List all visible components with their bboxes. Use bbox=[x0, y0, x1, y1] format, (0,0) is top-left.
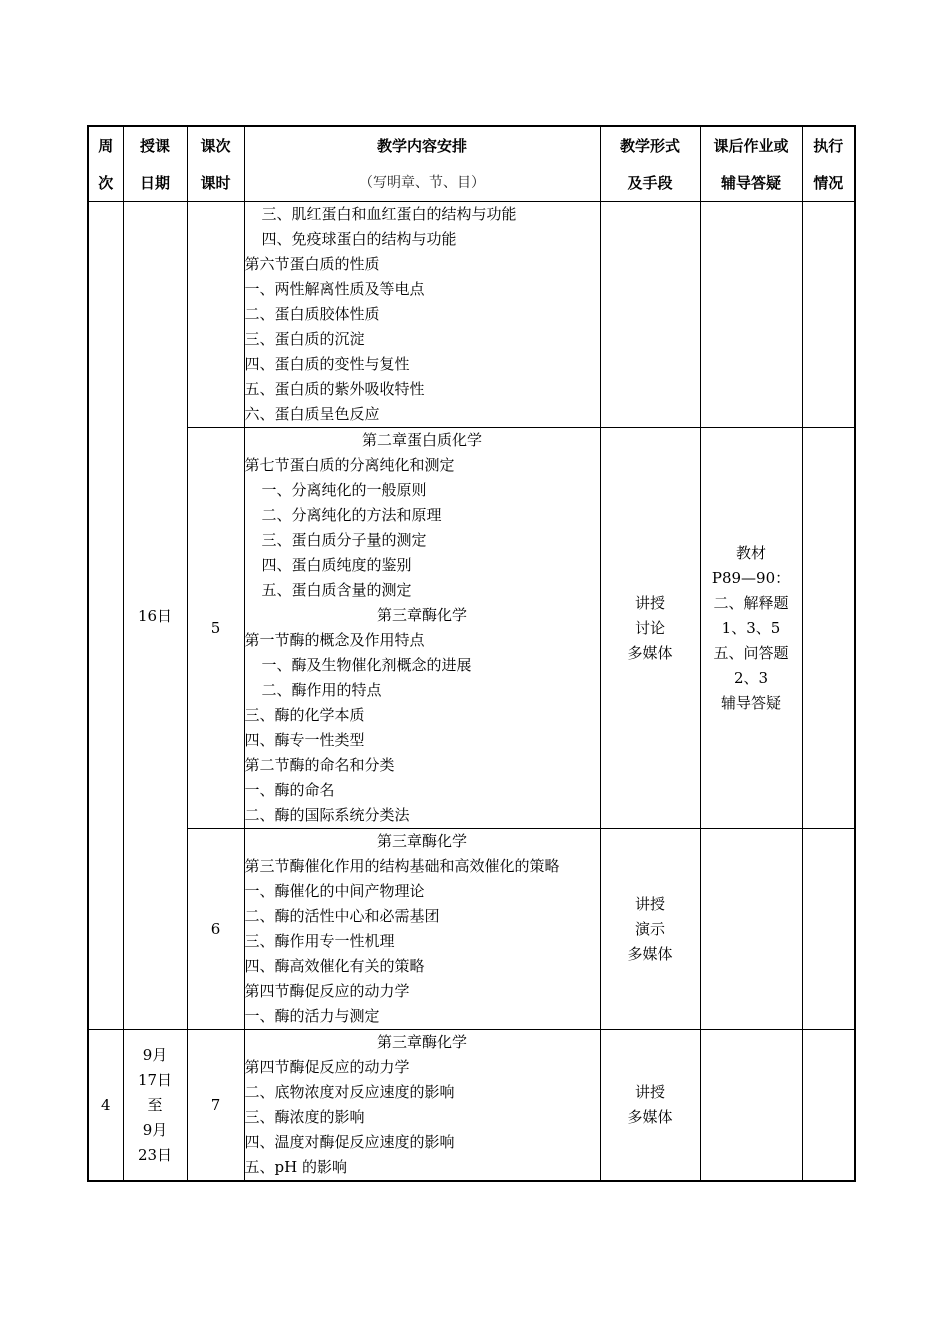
date-line: 9月 bbox=[142, 1120, 168, 1139]
teaching-schedule-table bbox=[87, 125, 856, 1182]
content-line: 五、蛋白质含量的测定 bbox=[261, 581, 412, 599]
week-value: 4 bbox=[100, 1095, 111, 1114]
content-line: 四、免疫球蛋白的结构与功能 bbox=[261, 230, 457, 248]
content-line: 三、酶作用专一性机理 bbox=[244, 932, 395, 950]
header-week-line1: 周 bbox=[98, 136, 114, 155]
method-cell-empty bbox=[600, 202, 700, 428]
homework-line: 二、解释题 bbox=[713, 593, 789, 612]
content-line: 四、温度对酶促反应速度的影响 bbox=[244, 1133, 455, 1151]
content-line: 四、酶专一性类型 bbox=[244, 731, 365, 749]
chapter-title: 第三章酶化学 bbox=[376, 832, 467, 850]
exec-cell-empty bbox=[802, 428, 855, 829]
method-line: 多媒体 bbox=[627, 944, 673, 963]
header-method-line2: 及手段 bbox=[627, 173, 673, 192]
header-lesson bbox=[187, 126, 244, 202]
content-line: 三、酶浓度的影响 bbox=[244, 1108, 365, 1126]
date-value: 16日 bbox=[137, 607, 173, 625]
table-row bbox=[88, 829, 855, 1030]
content-line: 第二节酶的命名和分类 bbox=[244, 756, 395, 774]
content-line: 二、底物浓度对反应速度的影响 bbox=[244, 1083, 455, 1101]
homework-line: P89—90： bbox=[711, 568, 791, 587]
lesson-cell bbox=[187, 428, 244, 829]
header-homework bbox=[700, 126, 802, 202]
lesson-cell bbox=[187, 1030, 244, 1182]
homework-line: 教材 bbox=[735, 543, 766, 562]
content-line: 二、酶的国际系统分类法 bbox=[244, 806, 410, 824]
lesson-cell-empty bbox=[187, 202, 244, 428]
date-line: 至 bbox=[147, 1095, 163, 1114]
content-line: 第四节酶促反应的动力学 bbox=[244, 982, 410, 1000]
chapter-title: 第三章酶化学 bbox=[376, 1033, 467, 1051]
table-header-row bbox=[88, 126, 855, 202]
method-line: 多媒体 bbox=[627, 643, 673, 662]
header-date-line2: 日期 bbox=[139, 173, 170, 192]
method-line: 讲授 bbox=[634, 1083, 665, 1101]
content-line: 第一节酶的概念及作用特点 bbox=[244, 631, 425, 649]
exec-cell-empty bbox=[802, 829, 855, 1030]
homework-line: 2、3 bbox=[733, 668, 769, 687]
date-line: 9月 bbox=[142, 1045, 168, 1064]
content-cell bbox=[244, 428, 600, 829]
method-line: 多媒体 bbox=[627, 1108, 673, 1126]
chapter-title: 第二章蛋白质化学 bbox=[361, 431, 482, 449]
method-cell bbox=[600, 1030, 700, 1182]
exec-cell-empty bbox=[802, 1030, 855, 1182]
exec-cell-empty bbox=[802, 202, 855, 428]
homework-cell-empty bbox=[700, 1030, 802, 1182]
week-cell-empty bbox=[88, 202, 123, 1030]
content-line: 二、酶作用的特点 bbox=[261, 681, 382, 699]
date-cell bbox=[123, 202, 187, 1030]
table-row bbox=[88, 1030, 855, 1182]
content-line: 一、两性解离性质及等电点 bbox=[244, 280, 425, 298]
header-homework-line1: 课后作业或 bbox=[713, 136, 789, 155]
lesson-value: 5 bbox=[210, 619, 221, 637]
content-line: 四、蛋白质纯度的鉴别 bbox=[261, 556, 412, 574]
header-method-line1: 教学形式 bbox=[619, 136, 680, 155]
content-line: 三、蛋白质的沉淀 bbox=[244, 330, 365, 348]
lesson-cell bbox=[187, 829, 244, 1030]
method-line: 讲授 bbox=[634, 593, 665, 612]
week-cell bbox=[88, 1030, 123, 1182]
header-lesson-line2: 课时 bbox=[200, 173, 231, 192]
date-line: 17日 bbox=[137, 1070, 173, 1089]
header-date bbox=[123, 126, 187, 202]
content-line: 一、分离纯化的一般原则 bbox=[261, 481, 427, 499]
header-week bbox=[88, 126, 123, 202]
header-date-line1: 授课 bbox=[139, 136, 170, 155]
content-line: 一、酶的命名 bbox=[244, 781, 335, 799]
header-content bbox=[244, 126, 600, 202]
header-content-title: 教学内容安排 bbox=[376, 136, 467, 155]
method-line: 演示 bbox=[634, 919, 665, 938]
date-cell bbox=[123, 1030, 187, 1182]
content-line: 一、酶催化的中间产物理论 bbox=[244, 882, 425, 900]
content-cell bbox=[244, 202, 600, 428]
header-homework-line2: 辅导答疑 bbox=[720, 173, 781, 192]
homework-line: 1、3、5 bbox=[721, 618, 781, 637]
homework-cell bbox=[700, 428, 802, 829]
content-line: 二、酶的活性中心和必需基团 bbox=[244, 907, 440, 925]
homework-cell-empty bbox=[700, 202, 802, 428]
content-line: 第三节酶催化作用的结构基础和高效催化的策略 bbox=[244, 857, 560, 875]
method-cell bbox=[600, 829, 700, 1030]
method-line: 讨论 bbox=[634, 618, 665, 637]
content-line: 五、蛋白质的紫外吸收特性 bbox=[244, 380, 425, 398]
content-line: 第七节蛋白质的分离纯化和测定 bbox=[244, 456, 455, 474]
content-line: 二、分离纯化的方法和原理 bbox=[261, 506, 442, 524]
content-line: 一、酶及生物催化剂概念的进展 bbox=[261, 656, 472, 674]
content-cell bbox=[244, 1030, 600, 1182]
content-line: 第四节酶促反应的动力学 bbox=[244, 1058, 410, 1076]
header-exec-line1: 执行 bbox=[813, 136, 844, 155]
date-line: 23日 bbox=[137, 1145, 173, 1164]
chapter-title: 第三章酶化学 bbox=[376, 606, 467, 624]
content-line: 四、酶高效催化有关的策略 bbox=[244, 957, 425, 975]
table-row bbox=[88, 202, 855, 428]
homework-cell-empty bbox=[700, 829, 802, 1030]
header-method bbox=[600, 126, 700, 202]
header-exec-line2: 情况 bbox=[813, 173, 844, 192]
content-line: 六、蛋白质呈色反应 bbox=[244, 405, 380, 423]
table-row bbox=[88, 428, 855, 829]
content-cell bbox=[244, 829, 600, 1030]
header-week-line2: 次 bbox=[98, 173, 114, 192]
header-content-subtitle: （写明章、节、目） bbox=[359, 174, 485, 191]
header-lesson-line1: 课次 bbox=[200, 136, 231, 155]
homework-line: 五、问答题 bbox=[713, 643, 789, 662]
method-line: 讲授 bbox=[634, 894, 665, 913]
lesson-value: 6 bbox=[210, 920, 221, 938]
content-line: 三、蛋白质分子量的测定 bbox=[261, 531, 427, 549]
method-cell bbox=[600, 428, 700, 829]
content-line: 三、酶的化学本质 bbox=[244, 706, 365, 724]
content-line: 二、蛋白质胶体性质 bbox=[244, 305, 380, 323]
content-line: 三、肌红蛋白和血红蛋白的结构与功能 bbox=[261, 205, 517, 223]
homework-line: 辅导答疑 bbox=[720, 693, 781, 712]
content-line: 第六节蛋白质的性质 bbox=[244, 255, 380, 273]
content-line: 四、蛋白质的变性与复性 bbox=[244, 355, 410, 373]
lesson-value: 7 bbox=[210, 1095, 221, 1114]
content-line: 五、pH 的影响 bbox=[244, 1158, 347, 1176]
content-line: 一、酶的活力与测定 bbox=[244, 1007, 380, 1025]
header-exec bbox=[802, 126, 855, 202]
